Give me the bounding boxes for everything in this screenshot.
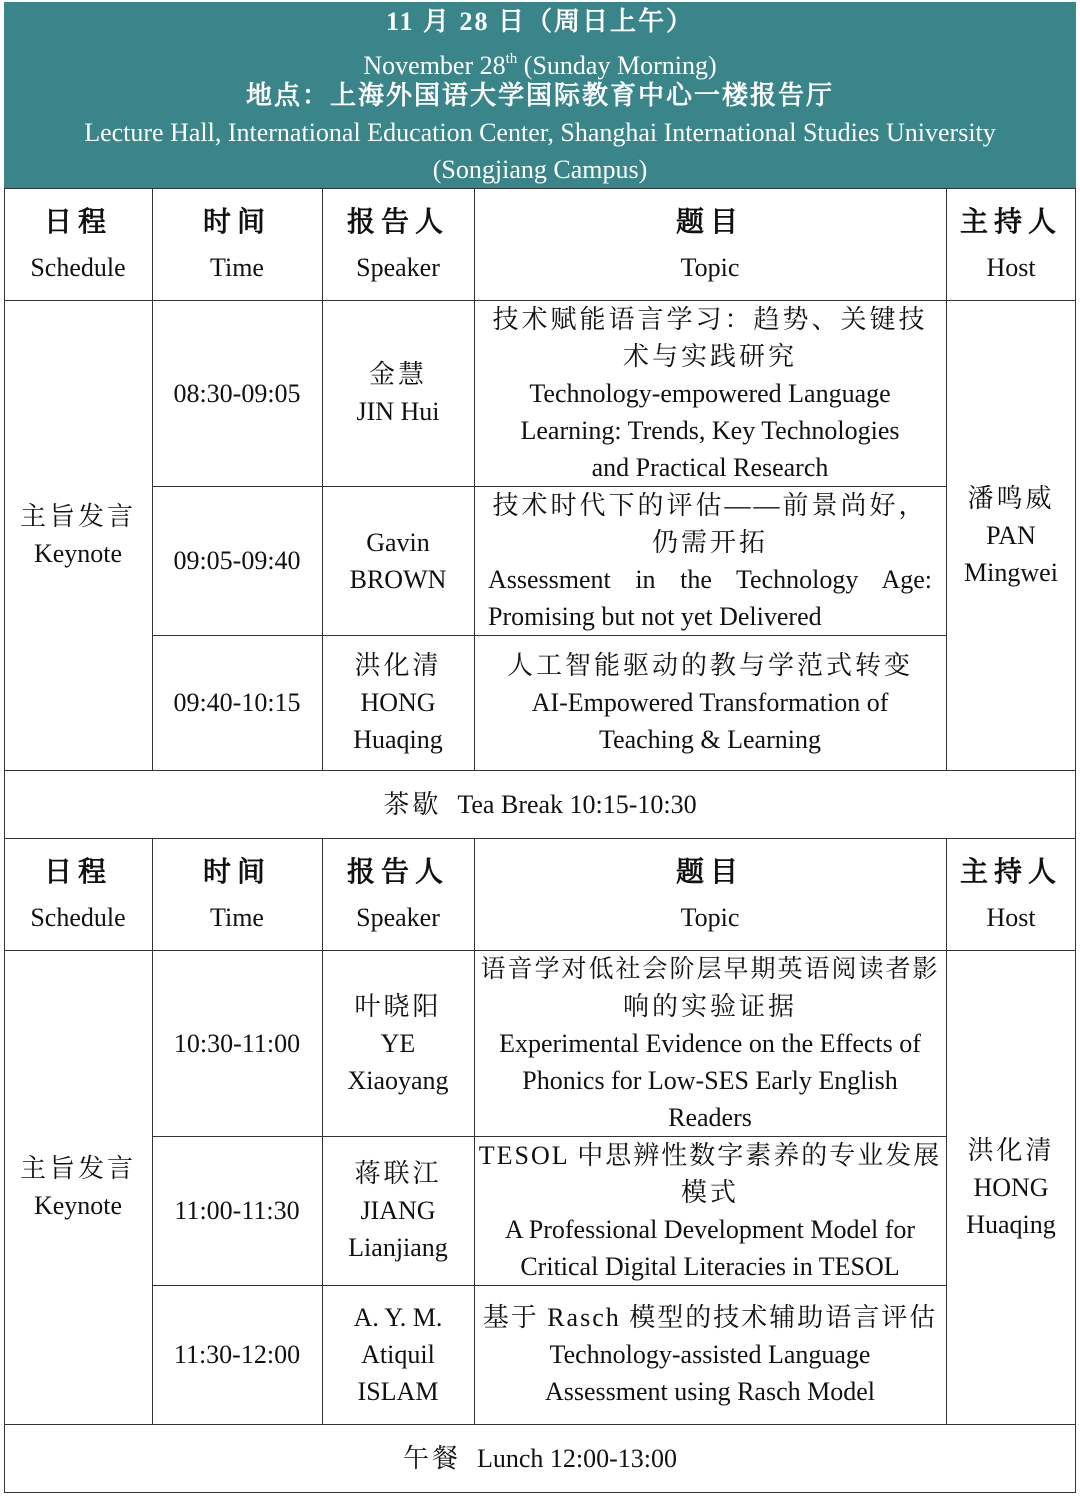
rule	[152, 1136, 946, 1137]
rule	[4, 300, 1076, 301]
session2-schedule: 主旨发言 Keynote	[19, 1154, 136, 1220]
session1-row2-topic: 技术时代下的评估——前景尚好， 仍需开拓 Assessment in the Technology Age: Promising but not yet Delivered	[488, 490, 932, 631]
session2-row3-time: 11:30-12:00	[173, 1340, 301, 1369]
session2-row2-topic: TESOL 中思辨性数字素养的专业发展 模式 A Professional Development Model for Critical Digital Literacies in TESOL	[478, 1140, 942, 1281]
col-header-schedule: 日程 Schedule	[30, 206, 126, 282]
session1-row3-topic: 人工智能驱动的教与学范式转变 AI-Empowered Transformation of Teaching & Learning	[506, 651, 913, 754]
col-header-host-2: 主持人 Host	[959, 856, 1062, 932]
rule	[4, 1424, 1076, 1425]
rule	[946, 838, 947, 1424]
session1-schedule: 主旨发言 Keynote	[19, 502, 136, 568]
rule	[152, 635, 946, 636]
rule	[152, 838, 153, 1424]
rule	[4, 838, 1076, 839]
session1-row1-time: 08:30-09:05	[173, 378, 301, 408]
col-header-speaker-2: 报告人 Speaker	[346, 856, 449, 932]
col-header-topic: 题目 Topic	[675, 206, 744, 282]
session2-row1-speaker: 叶晓阳 YE Xiaoyang	[347, 991, 449, 1095]
venue-cn: 地点：上海外国语大学国际教育中心一楼报告厅	[245, 81, 834, 110]
schedule-header	[4, 2, 1076, 188]
session1-row3-time: 09:40-10:15	[173, 688, 301, 717]
rule	[474, 188, 475, 770]
rule	[1075, 188, 1076, 1493]
session2-row2-speaker: 蒋联江 JIANG Lianjiang	[348, 1159, 448, 1262]
session1-host: 潘鸣威 PAN Mingwei	[964, 483, 1058, 587]
col-header-speaker: 报告人 Speaker	[346, 206, 449, 282]
session1-row1-speaker: 金慧 JIN Hui	[356, 360, 440, 426]
session1-row1-topic: 技术赋能语言学习：趋势、关键技 术与实践研究 Technology-empowered Language Learning: Trends, Key Technologies and Practical Research	[492, 304, 928, 482]
rule	[474, 838, 475, 1424]
rule	[4, 770, 1076, 771]
session2-row2-time: 11:00-11:30	[174, 1196, 300, 1225]
session2-row3-speaker: A. Y. M. Atiquil ISLAM	[353, 1303, 443, 1406]
col-header-host: 主持人 Host	[959, 206, 1062, 282]
col-header-schedule-2: 日程 Schedule	[30, 856, 126, 932]
col-header-topic-2: 题目 Topic	[675, 856, 744, 932]
rule	[4, 188, 5, 1493]
rule	[152, 188, 153, 770]
col-header-time: 时间 Time	[202, 206, 271, 282]
rule	[4, 1492, 1076, 1493]
session1-row2-time: 09:05-09:40	[173, 546, 301, 575]
rule	[322, 188, 323, 770]
rule	[4, 188, 1076, 189]
session2-row3-topic: 基于 Rasch 模型的技术辅助语言评估 Technology-assisted Language Assessment using Rasch Model	[482, 1303, 938, 1406]
col-header-time-2: 时间 Time	[202, 856, 271, 932]
venue-en-line2: (Songjiang Campus)	[432, 155, 648, 184]
session2-host: 洪化清 HONG Huaqing	[966, 1135, 1056, 1239]
date-en: November 28th (Sunday Morning)	[363, 51, 717, 80]
rule	[152, 486, 946, 487]
lunch-row: 午餐 Lunch 12:00-13:00	[402, 1444, 678, 1473]
session2-row1-topic: 语音学对低社会阶层早期英语阅读者影 响的实验证据 Experimental Evidence on the Effects of Phonics for Low-SES Early English Readers	[480, 955, 940, 1132]
rule	[152, 1285, 946, 1286]
rule	[322, 838, 323, 1424]
session1-row3-speaker: 洪化清 HONG Huaqing	[353, 651, 443, 754]
date-cn: 11 月 28 日（周日上午）	[385, 7, 695, 36]
rule	[946, 188, 947, 770]
rule	[4, 950, 1076, 951]
session1-row2-speaker: Gavin BROWN	[349, 527, 447, 594]
session2-row1-time: 10:30-11:00	[173, 1028, 301, 1058]
tea-break-row: 茶歇 Tea Break 10:15-10:30	[383, 789, 697, 819]
venue-en-line1: Lecture Hall, International Education Center, Shanghai International Studies University	[84, 118, 996, 147]
schedule-table	[4, 188, 1076, 1494]
